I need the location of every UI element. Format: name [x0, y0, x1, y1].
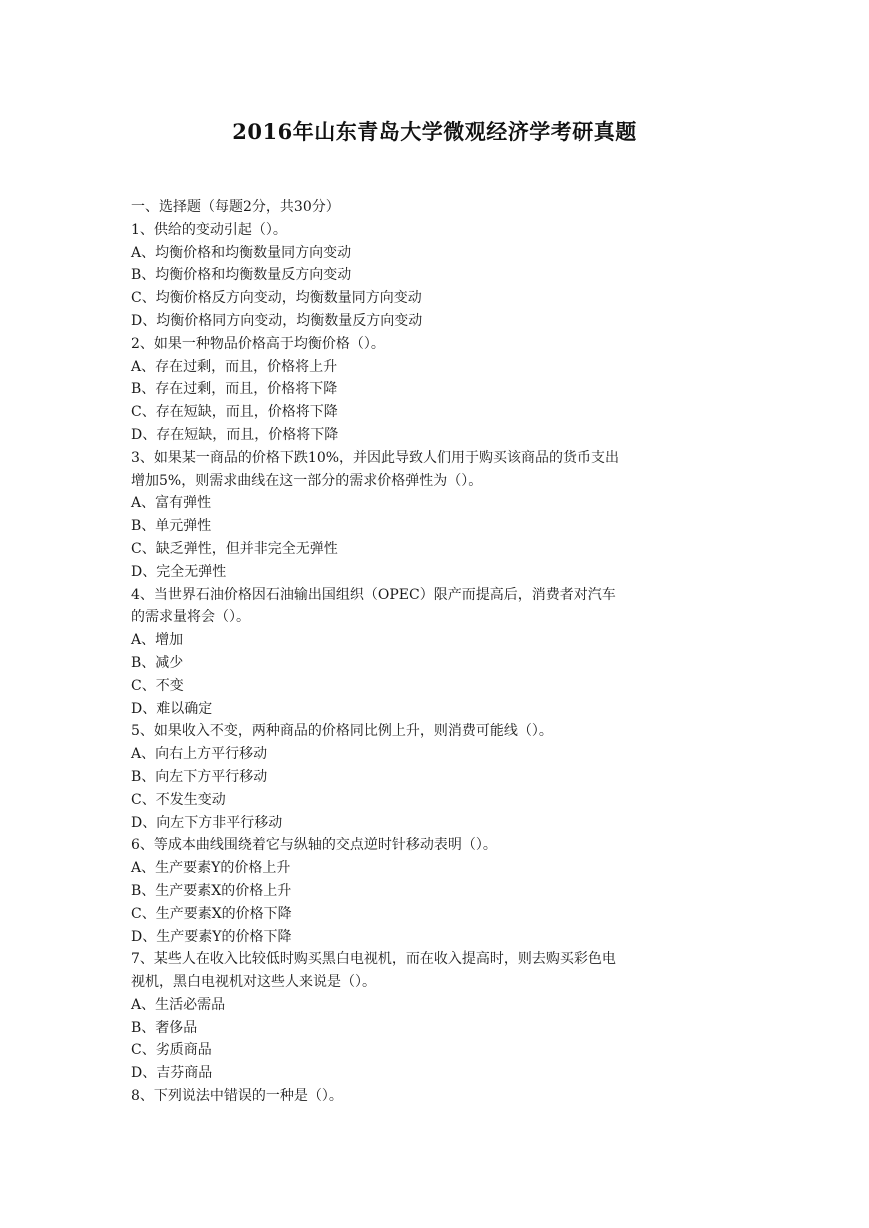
text-line: B、向左下方平行移动 — [131, 768, 268, 785]
text-line: 5、如果收入不变，两种商品的价格同比例上升，则消费可能线（）。 — [131, 723, 553, 740]
text-line: 3、如果某一商品的价格下跌10%，并因此导致人们用于购买该商品的货币支出 — [131, 449, 620, 466]
text-line: 8、下列说法中错误的一种是（）。 — [131, 1088, 343, 1105]
text-line: B、均衡价格和均衡数量反方向变动 — [131, 267, 352, 284]
text-line: A、存在过剩，而且，价格将上升 — [131, 358, 338, 375]
text-line: B、生产要素X的价格上升 — [131, 882, 292, 899]
text-line: C、均衡价格反方向变动，均衡数量同方向变动 — [131, 290, 422, 307]
text-line: D、存在短缺，而且，价格将下降 — [131, 426, 339, 443]
text-line: C、不变 — [131, 677, 184, 694]
text-line: 增加5%，则需求曲线在这一部分的需求价格弹性为（）。 — [131, 472, 483, 489]
text-line: D、难以确定 — [131, 700, 213, 717]
text-line: 4、当世界石油价格因石油输出国组织（OPEC）限产而提高后，消费者对汽车 — [131, 586, 616, 603]
text-line: B、减少 — [131, 654, 184, 671]
text-line: A、富有弹性 — [131, 495, 212, 512]
text-line: D、均衡价格同方向变动，均衡数量反方向变动 — [131, 312, 423, 329]
text-line: B、存在过剩，而且，价格将下降 — [131, 381, 338, 398]
text-line: C、不发生变动 — [131, 791, 226, 808]
text-line: D、吉芬商品 — [131, 1065, 213, 1082]
text-line: 2、如果一种物品价格高于均衡价格（）。 — [131, 335, 385, 352]
text-line: 的需求量将会（）。 — [131, 609, 250, 626]
text-line: C、生产要素X的价格下降 — [131, 905, 292, 922]
text-line: A、增加 — [131, 632, 184, 649]
text-line: A、向右上方平行移动 — [131, 746, 268, 763]
text-line: 6、等成本曲线围绕着它与纵轴的交点逆时针移动表明（）。 — [131, 837, 497, 854]
document-title: 2016年山东青岛大学微观经济学考研真题 — [232, 119, 637, 144]
text-line: D、完全无弹性 — [131, 563, 227, 580]
text-line: D、生产要素Y的价格下降 — [131, 928, 292, 945]
text-line: A、生产要素Y的价格上升 — [131, 860, 291, 877]
text-line: C、缺乏弹性，但并非完全无弹性 — [131, 540, 338, 557]
text-line: 1、供给的变动引起（）。 — [131, 221, 287, 238]
text-line: D、向左下方非平行移动 — [131, 814, 283, 831]
text-line: 一、选择题（每题2分，共30分） — [131, 199, 340, 215]
text-line: C、存在短缺，而且，价格将下降 — [131, 404, 338, 421]
text-line: 视机，黑白电视机对这些人来说是（）。 — [131, 974, 376, 991]
text-line: B、单元弹性 — [131, 518, 212, 535]
text-line: B、奢侈品 — [131, 1019, 198, 1036]
text-line: 7、某些人在收入比较低时购买黑白电视机，而在收入提高时，则去购买彩色电 — [131, 951, 616, 968]
text-line: C、劣质商品 — [131, 1042, 212, 1059]
text-line: A、生活必需品 — [131, 996, 226, 1013]
document-body — [131, 196, 691, 1108]
text-line: A、均衡价格和均衡数量同方向变动 — [131, 244, 352, 261]
